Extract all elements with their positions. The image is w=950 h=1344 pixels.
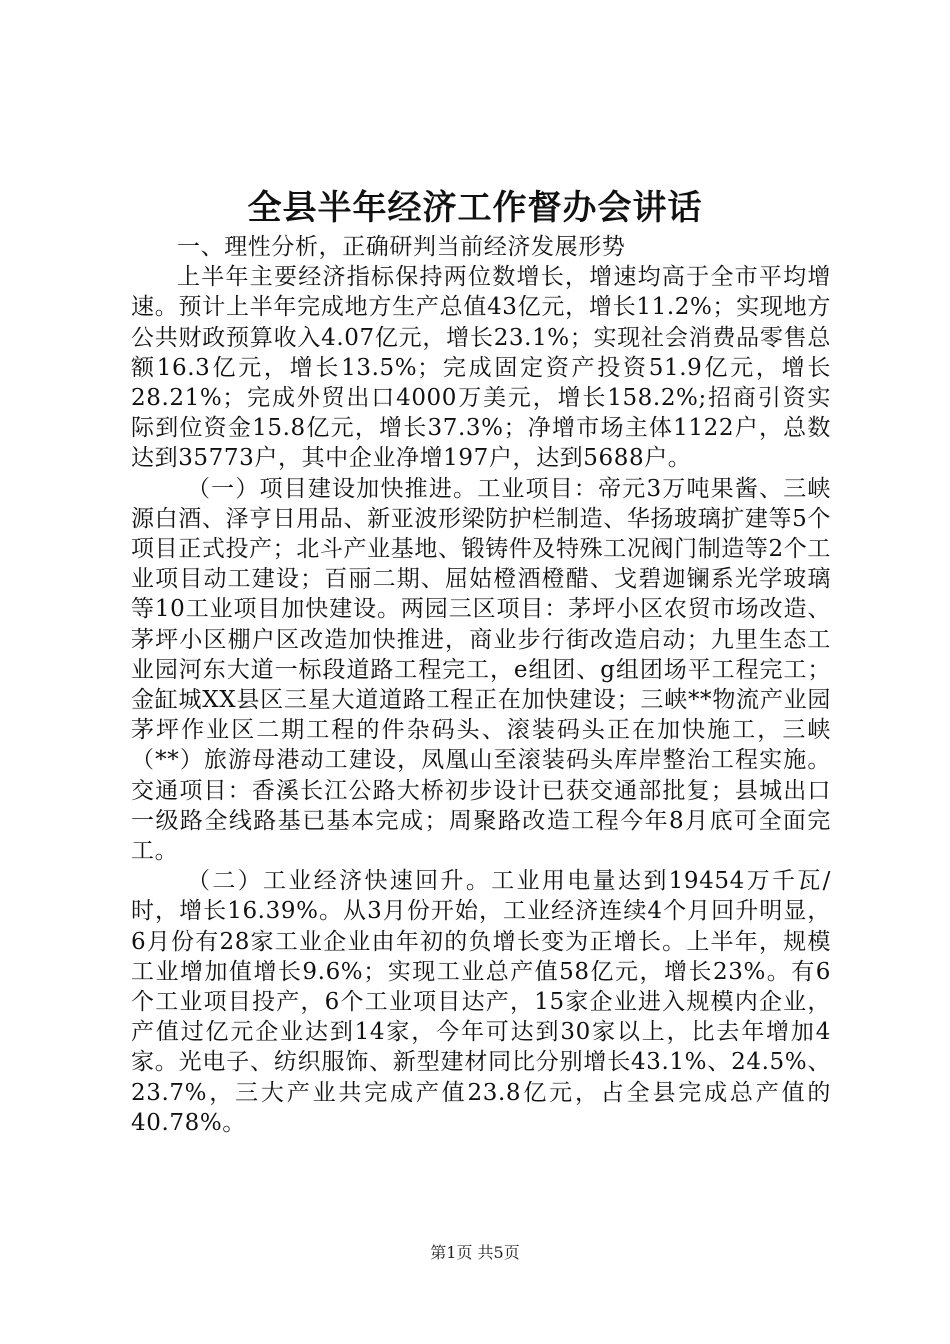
section-heading: 一、理性分析，正确研判当前经济发展形势 [177, 234, 626, 260]
document-title: 全县半年经济工作督办会讲话 [247, 188, 703, 228]
document-body [131, 232, 831, 1138]
paragraph-project-construction: （一）项目建设加快推进。工业项目：帝元3万吨果酱、三峡源白酒、泽亨日用品、新亚波形梁防护栏制造、华扬玻璃扩建等5个项目正式投产；北斗产业基地、锻铸件及特殊工况阀门制造等2个工业项目动工建设；百丽二期、屈姑橙酒橙醋、戈碧迦镧系光学玻璃等10工业项目加快建设。两园三区项目：茅坪小区农贸市场改造、茅坪小区棚户区改造加快推进，商业步行街改造启动；九里生态工业园河东大道一标段道路工程完工，e组团、g组团场平工程完工；金缸城XX县区三星大道道路工程正在加快建设；三峡**物流产业园茅坪作业区二期工程的件杂码头、滚装码头正在加快施工，三峡（**）旅游母港动工建设，凤凰山至滚装码头库岸整治工程实施。交通项目：香溪长江公路大桥初步设计已获交通部批复；县城出口一级路全线路基已基本完成；周聚路改造工程今年8月底可全面完工。 [131, 475, 831, 865]
paragraph-economic-indicators: 上半年主要经济指标保持两位数增长，增速均高于全市平均增速。预计上半年完成地方生产总值43亿元，增长11.2%；实现地方公共财政预算收入4.07亿元，增长23.1%；实现社会消费品零售总额16.3亿元，增长13.5%；完成固定资产投资51.9亿元，增长28.21%；完成外贸出口4000万美元，增长158.2%;招商引资实际到位资金15.8亿元，增长37.3%；净增市场主体1122户，总数达到35773户，其中企业净增197户，达到5688户。 [131, 264, 831, 472]
paragraph-industrial-economy: （二）工业经济快速回升。工业用电量达到19454万千瓦/时，增长16.39%。从3月份开始，工业经济连续4个月回升明显，6月份有28家工业企业由年初的负增长变为正增长。上半年，规模工业增加值增长9.6%；实现工业总产值58亿元，增长23%。有6个工业项目投产，6个工业项目达产，15家企业进入规模内企业，产值过亿元企业达到14家，今年可达到30家以上，比去年增加4家。光电子、纺织服饰、新型建材同比分别增长43.1%、24.5%、23.7%，三大产业共完成产值23.8亿元，占全县完成总产值的40.78%。 [131, 868, 831, 1136]
page-footer: 第1页 共5页 [430, 1243, 520, 1262]
